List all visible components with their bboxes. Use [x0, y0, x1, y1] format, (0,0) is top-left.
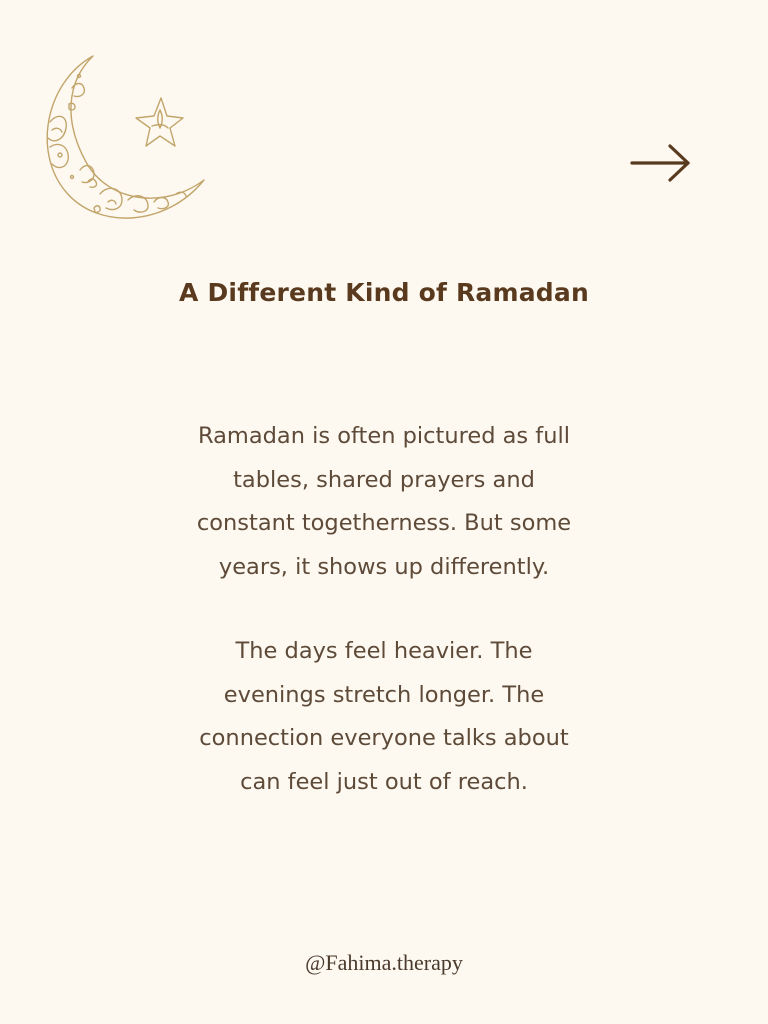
paragraph-line: constant togetherness. But some — [196, 510, 572, 536]
paragraph-second — [140, 630, 628, 804]
paragraph-line: can feel just out of reach. — [240, 768, 528, 795]
paragraph-intro — [140, 415, 628, 589]
page-title: A Different Kind of Ramadan — [179, 278, 589, 307]
paragraph-line: Ramadan is often pictured as full — [198, 423, 570, 449]
paragraph-line: evenings stretch longer. The — [223, 681, 545, 708]
crescent-moon-and-star-icon — [36, 52, 216, 232]
paragraph-line: The days feel heavier. The — [235, 638, 533, 664]
arrow-right-icon[interactable] — [628, 140, 694, 186]
paragraph-line: tables, shared prayers and — [233, 466, 535, 493]
paragraph-line: connection everyone talks about — [199, 725, 569, 751]
social-handle: @Fahima.therapy — [305, 950, 463, 975]
paragraph-line: years, it shows up differently. — [218, 553, 550, 580]
